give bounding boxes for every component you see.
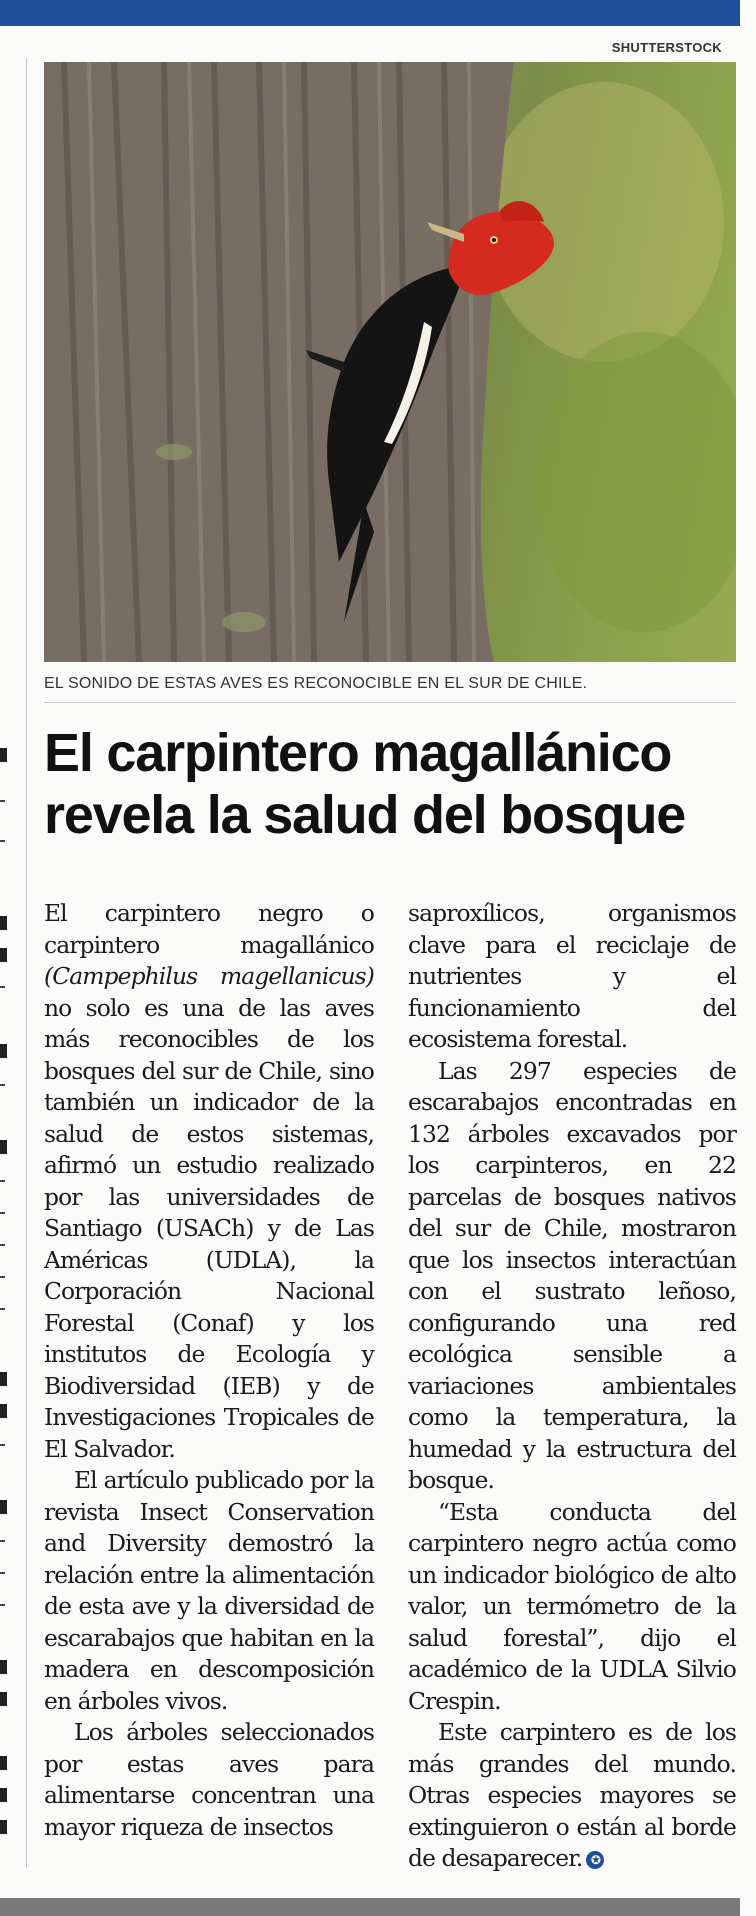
adjacent-column-edge bbox=[0, 916, 7, 930]
caption-rule bbox=[44, 702, 736, 703]
adjacent-column-edge bbox=[0, 1788, 7, 1802]
adjacent-column-edge bbox=[0, 1444, 5, 1446]
adjacent-column-edge bbox=[0, 1604, 5, 1606]
paragraph-1-rest: no solo es una de las aves más reconocibles de los bosques del sur de Chile, sino también un indicador de la salud de estos sistemas, afirmó un estudio realizado por las universidades de Santiago (USACh) y de Las Américas (UDLA), la Corporación Nacional Forestal (Conaf) y los institutos de Ecología y Biodiversidad (IEB) y de Investigaciones Tropicales de El Salvador. bbox=[44, 993, 374, 1463]
woodpecker-illustration bbox=[44, 62, 736, 662]
species-name: (Campephilus magellanicus) bbox=[44, 962, 374, 990]
adjacent-column-edge bbox=[0, 1276, 5, 1278]
adjacent-column-edge bbox=[0, 1756, 7, 1770]
adjacent-column-edge bbox=[0, 1404, 7, 1418]
adjacent-column-edge bbox=[0, 1372, 7, 1386]
adjacent-column-edge bbox=[0, 1244, 5, 1246]
top-color-bar bbox=[0, 0, 740, 26]
adjacent-column-edge bbox=[0, 1084, 5, 1086]
adjacent-column-edge bbox=[0, 1692, 7, 1706]
adjacent-column-edge bbox=[0, 840, 5, 842]
adjacent-column-edge bbox=[0, 800, 5, 802]
paragraph-1-lead: El carpintero negro o carpintero magallánico bbox=[44, 899, 374, 959]
adjacent-column-edge bbox=[0, 1500, 7, 1514]
photo-credit: SHUTTERSTOCK bbox=[611, 40, 722, 55]
column-rule-left bbox=[26, 58, 27, 1868]
adjacent-column-edge bbox=[0, 1820, 7, 1834]
adjacent-column-edge bbox=[0, 1140, 7, 1154]
adjacent-column-edge bbox=[0, 1572, 5, 1574]
adjacent-column-edge bbox=[0, 1180, 5, 1182]
circle-star-icon: ✪ bbox=[586, 1851, 604, 1869]
paragraph-6-text: Este carpintero es de los más grandes del mundo. Otras especies mayores se extinguieron o están al borde de desaparecer. bbox=[408, 1718, 736, 1872]
paragraph-3: Los árboles seleccionados por estas aves para alimentarse concentran una mayor riqueza de insectos bbox=[44, 1718, 374, 1841]
adjacent-column-edge bbox=[0, 1660, 7, 1674]
paragraph-2: El artículo publicado por la revista Insect Conservation and Diversity demostró la relación entre la alimentación de esta ave y la diversidad de escarabajos que habitan en la madera en descomposición en árboles vivos. bbox=[44, 1466, 374, 1715]
woodpecker-photo bbox=[44, 62, 736, 662]
article-column-1 bbox=[44, 898, 374, 1843]
article-column-2 bbox=[408, 898, 736, 1875]
adjacent-column-edge bbox=[0, 986, 5, 988]
adjacent-column-edge bbox=[0, 1540, 5, 1542]
adjacent-column-edge bbox=[0, 1044, 7, 1058]
photo-caption: EL SONIDO DE ESTAS AVES ES RECONOCIBLE EN EL SUR DE CHILE. bbox=[44, 675, 588, 692]
paragraph-3-continued: saproxílicos, organismos clave para el reciclaje de nutrientes y el funcionamiento del ecosistema forestal. bbox=[408, 899, 736, 1053]
headline-line-1: El carpintero magallánico bbox=[44, 723, 672, 783]
paragraph-6 bbox=[408, 1717, 736, 1875]
adjacent-column-edge bbox=[0, 748, 7, 762]
adjacent-column-edge bbox=[0, 1212, 5, 1214]
adjacent-column-edge bbox=[0, 1308, 5, 1310]
paragraph-4: Las 297 especies de escarabajos encontradas en 132 árboles excavados por los carpinteros, en 22 parcelas de bosques nativos del sur de Chile, mostraron que los insectos interactúan con el sustrato leñoso, configurando una red ecológica sensible a variaciones ambientales como la temperatura, la humedad y la estructura del bosque. bbox=[408, 1056, 736, 1494]
article-headline bbox=[44, 722, 744, 846]
headline-line-2: revela la salud del bosque bbox=[44, 785, 686, 845]
bottom-bar bbox=[0, 1898, 740, 1916]
paragraph-1 bbox=[44, 898, 374, 1465]
adjacent-column-edge bbox=[0, 948, 7, 962]
paragraph-5-quote: “Esta conducta del carpintero negro actúa como un indicador biológico de alto valor, un termómetro de la salud forestal”, dijo el académico de la UDLA Silvio Crespin. bbox=[408, 1497, 736, 1715]
